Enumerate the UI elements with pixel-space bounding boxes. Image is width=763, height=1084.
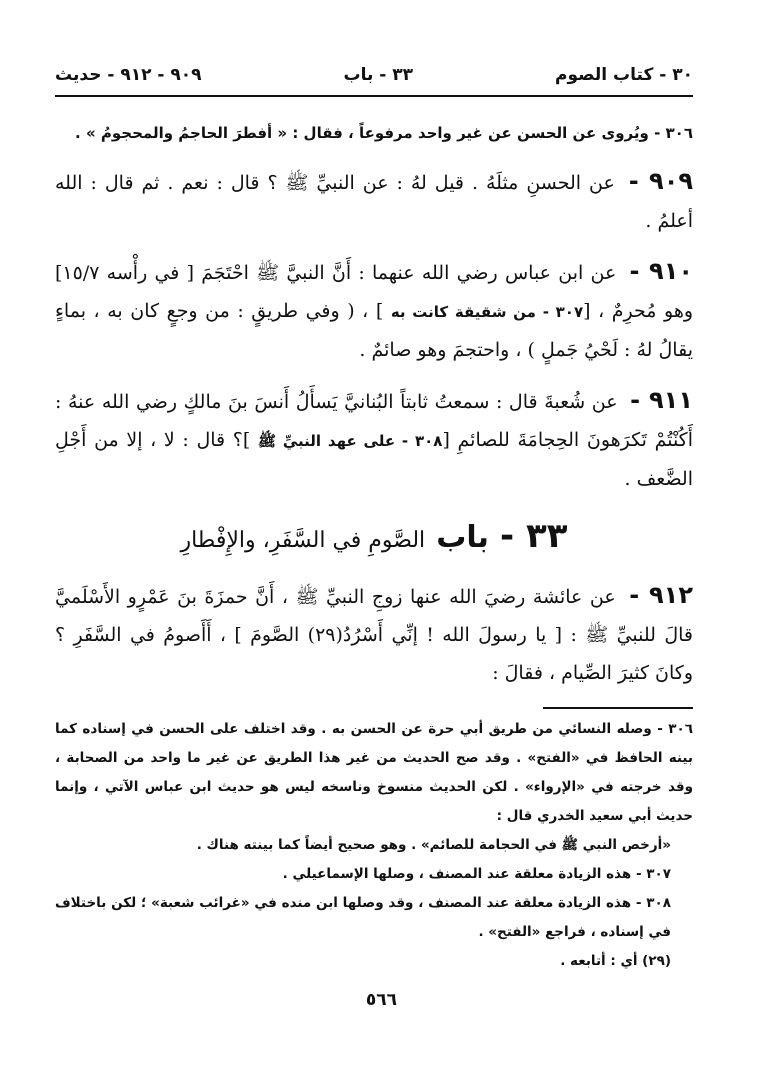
hadith-text: عن ابن عباس رضي الله عنهما : أَنَّ النبيَّ ﷺ احْتَجَمَ [ في رأْسه ١٥/٧] وهو مُحرِمٌ ، [ [55, 262, 694, 322]
chapter-title: الصَّومِ في السَّفَرِ، والإِفْطارِ [180, 528, 426, 553]
footnote-307: ٣٠٧ - هذه الزيادة معلقة عند المصنف ، وصلها الإسماعيلي . [282, 866, 671, 882]
header-divider [55, 95, 693, 97]
footnotes [55, 715, 693, 976]
hadith-912 [55, 576, 693, 692]
footnote-306: ٣٠٦ - وصله النسائي من طريق أبي حرة عن الحسن به . وقد اختلف على الحسن في إسناده كما بينه الحافظ في «الفتح» . وقد صح الحديث من غير هذا الطريق عن غير ما واحد من الصحابة ، وقد خرجته في «الإرواء» . لكن الحديث منسوخ وناسخه ليس هو حديث ابن عباس الآتي ، وإنما حديث أبي سعيد الخدري قال : [55, 721, 693, 824]
header-hadith-range: ٩٠٩ - ٩١٢ - حديث [55, 65, 202, 85]
hadith-text: عن الحسنِ مثلَهُ . قيل لهُ : عن النبيِّ ﷺ ؟ قال : نعم . ثم قال : الله أعلمُ . [55, 172, 693, 232]
footnote-29: (٢٩) أي : أتابعه . [560, 953, 671, 969]
hadith-909 [55, 162, 693, 240]
hadith-910 [55, 252, 693, 369]
footnote-306-quote: «أرخص النبي ﷺ في الحجامة للصائم» . وهو صحيح أيضاً كما بينته هناك . [196, 837, 671, 853]
chapter-heading [55, 510, 693, 568]
hadith-text: ]؟ قال : لا ، إلا من أَجْلِ الضَّعف . [55, 429, 693, 490]
hadith-text: ] ، ( وفي طريقٍ : من وجعٍ كان به ، بماءٍ يقالُ لهُ : لَحْيُ جَملٍ ) ، واحتجمَ وهو صائمٌ . [55, 300, 693, 361]
bracketed-addition: ٣٠٨ - على عهد النبيِّ ﷺ [257, 432, 443, 450]
footnote-divider [543, 707, 693, 709]
hadith-text: عن عائشة رضيَ الله عنها زوجِ النبيِّ ﷺ ، أَنَّ حمزَةَ بنَ عَمْرٍو الأَسْلَميَّ قالَ للنبيِّ ﷺ : [ يا رسولَ الله ! إنِّي أَسْرُدُ(٢٩) الصَّومَ ] ، أَأَصومُ في السَّفَرِ ؟ وكانَ كثيرَ الصِّيام ، فقالَ : [55, 586, 694, 684]
chapter-number: ٣٣ - [500, 516, 568, 556]
hadith-number: ٩١٢ - [629, 581, 693, 609]
header-book-title: ٣٠ - كتاب الصوم [555, 65, 693, 85]
running-header [55, 62, 693, 88]
note-306: ٣٠٦ - ويُروى عن الحسن عن غير واحد مرفوعاً ، فقال : « أفطرَ الحاجمُ والمحجومُ » . [75, 124, 693, 142]
hadith-number: ٩٠٩ - [628, 167, 693, 195]
footnote-308: ٣٠٨ - هذه الزيادة معلقة عند المصنف ، وقد وصلها ابن منده في «غرائب شعبة» ؛ لكن باختلاف في إسناده ، فراجع «الفتح» . [55, 895, 671, 940]
hadith-number: ٩١١ - [630, 386, 693, 414]
header-chapter: ٣٣ - باب [343, 65, 414, 85]
page-number: ٥٦٦ [365, 990, 398, 1010]
hadith-number: ٩١٠ - [629, 257, 693, 285]
main-text [55, 118, 693, 704]
bracketed-addition: ٣٠٧ - من شقيقة كانت به [390, 303, 584, 321]
hadith-text: عن شُعبةَ قال : سمعتُ ثابتاً البُنانيَّ يَسأَلُ أَنسَ بنَ مالكٍ رضي الله عنهُ : أَكُنْتُمْ تَكرَهونَ الحِجامَةَ للصائمِ [ [55, 391, 694, 451]
chapter-word: باب [436, 520, 489, 555]
hadith-911 [55, 381, 693, 498]
